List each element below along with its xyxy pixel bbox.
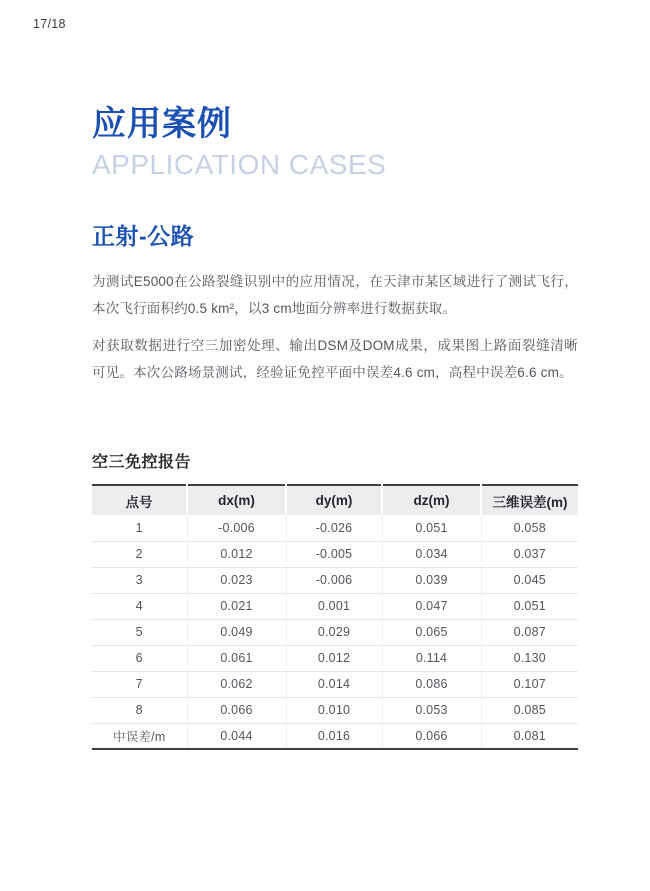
body-paragraph: 为测试E5000在公路裂缝识别中的应用情况，在天津市某区域进行了测试飞行，本次飞行面积约0.5 km²，以3 cm地面分辨率进行数据获取。 xyxy=(92,274,578,317)
table-row xyxy=(92,697,578,723)
table-cell: 0.045 xyxy=(481,567,578,593)
table-cell: 0.044 xyxy=(187,723,286,749)
table-cell: -0.006 xyxy=(286,567,382,593)
table-cell: 中误差/m xyxy=(92,723,187,749)
table-cell: 0.081 xyxy=(481,723,578,749)
table-cell: 0.066 xyxy=(382,723,481,749)
column-header: 点号 xyxy=(92,485,187,515)
table-row xyxy=(92,619,578,645)
column-header: dz(m) xyxy=(382,485,481,515)
table-cell: 0.085 xyxy=(481,697,578,723)
table-cell: 0.010 xyxy=(286,697,382,723)
table-cell: 0.051 xyxy=(382,515,481,541)
table-cell: 0.023 xyxy=(187,567,286,593)
table-cell: 8 xyxy=(92,697,187,723)
column-header: 三维误差(m) xyxy=(481,485,578,515)
table-cell: 2 xyxy=(92,541,187,567)
table-row-rmse xyxy=(92,723,578,749)
table-cell: 0.053 xyxy=(382,697,481,723)
table-row xyxy=(92,593,578,619)
table-cell: 0.001 xyxy=(286,593,382,619)
table-row xyxy=(92,541,578,567)
table-cell: 0.039 xyxy=(382,567,481,593)
column-header: dy(m) xyxy=(286,485,382,515)
table-cell: 0.016 xyxy=(286,723,382,749)
body-paragraph: 对获取数据进行空三加密处理、输出DSM及DOM成果，成果图上路面裂缝清晰可见。本次公路场景测试，经验证免控平面中误差4.6 cm，高程中误差6.6 cm。 xyxy=(92,338,578,381)
column-header: dx(m) xyxy=(187,485,286,515)
table-cell: 5 xyxy=(92,619,187,645)
table-cell: 0.086 xyxy=(382,671,481,697)
table-cell: 0.062 xyxy=(187,671,286,697)
table-cell: 4 xyxy=(92,593,187,619)
table-cell: 0.029 xyxy=(286,619,382,645)
table-cell: -0.026 xyxy=(286,515,382,541)
table-cell: 0.037 xyxy=(481,541,578,567)
table-cell: 7 xyxy=(92,671,187,697)
table-cell: 0.087 xyxy=(481,619,578,645)
aerotriangulation-report-table xyxy=(92,484,578,750)
page-content xyxy=(92,0,578,750)
table-cell: 0.034 xyxy=(382,541,481,567)
table-cell: 0.114 xyxy=(382,645,481,671)
table-cell: 0.065 xyxy=(382,619,481,645)
table-cell: -0.006 xyxy=(187,515,286,541)
table-cell: 0.047 xyxy=(382,593,481,619)
table-header-row xyxy=(92,485,578,515)
table-cell: 0.012 xyxy=(187,541,286,567)
table-cell: 0.021 xyxy=(187,593,286,619)
table-cell: 1 xyxy=(135,520,143,535)
page-number: 17/18 xyxy=(33,17,66,31)
table-cell: 0.061 xyxy=(187,645,286,671)
table-cell: 6 xyxy=(92,645,187,671)
table-row xyxy=(92,515,578,541)
table-cell: 0.107 xyxy=(481,671,578,697)
report-title: 空三免控报告 xyxy=(92,454,192,472)
table-cell: 0.051 xyxy=(481,593,578,619)
table-row xyxy=(92,645,578,671)
table-cell: 0.130 xyxy=(481,645,578,671)
table-cell: 0.049 xyxy=(187,619,286,645)
table-row xyxy=(92,567,578,593)
table-cell: -0.005 xyxy=(286,541,382,567)
table-cell: 0.012 xyxy=(286,645,382,671)
table-cell: 0.014 xyxy=(286,671,382,697)
page-title: 应用案例 xyxy=(92,105,232,143)
table-cell: 0.066 xyxy=(187,697,286,723)
table-cell: 3 xyxy=(92,567,187,593)
table-cell: 0.058 xyxy=(481,515,578,541)
table-row xyxy=(92,671,578,697)
section-heading: 正射-公路 xyxy=(92,222,195,249)
page-subtitle: APPLICATION CASES xyxy=(92,149,387,181)
